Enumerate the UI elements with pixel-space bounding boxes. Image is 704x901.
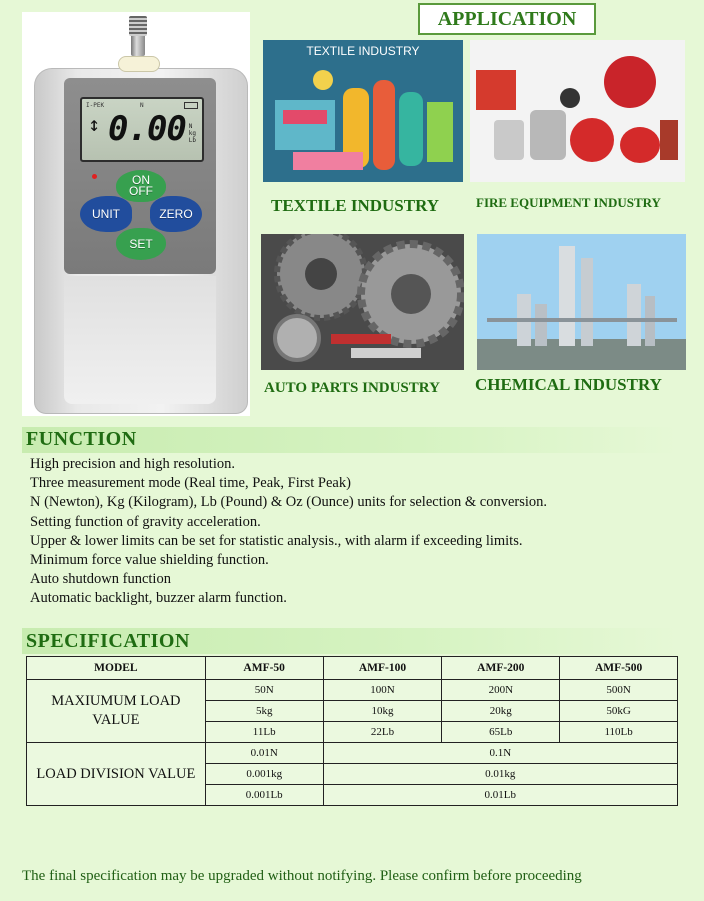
- lcd-mode-indicator: I-PEK: [86, 102, 105, 109]
- table-header-cell: AMF-100: [323, 657, 442, 680]
- on-off-button[interactable]: ON OFF: [116, 170, 166, 202]
- chemical-industry-caption: CHEMICAL INDUSTRY: [475, 375, 662, 394]
- table-cell: 10kg: [323, 701, 442, 722]
- function-item: Automatic backlight, buzzer alarm function.: [30, 590, 287, 607]
- table-cell: 22Lb: [323, 722, 442, 743]
- function-item: Setting function of gravity acceleration.: [30, 513, 261, 530]
- lcd-display: [80, 97, 204, 162]
- table-cell: 0.01kg: [323, 764, 677, 785]
- auto-parts-caption: AUTO PARTS INDUSTRY: [264, 380, 440, 396]
- unit-button[interactable]: UNIT: [80, 196, 132, 232]
- lcd-unit-lb: Lb: [188, 137, 196, 144]
- table-cell: 0.01N: [205, 743, 323, 764]
- table-row: [27, 743, 678, 764]
- fire-equipment-image: [470, 40, 685, 182]
- function-item: Three measurement mode (Real time, Peak, First Peak): [30, 475, 351, 492]
- function-item: N (Newton), Kg (Kilogram), Lb (Pound) & Oz (Ounce) units for selection & conversion.: [30, 494, 548, 511]
- auto-parts-image: [261, 234, 464, 370]
- function-item: Minimum force value shielding function.: [30, 552, 269, 569]
- up-down-arrow-icon: ↕: [88, 112, 101, 136]
- lcd-reading: 0.00: [108, 109, 186, 149]
- table-row: [27, 680, 678, 701]
- table-header-cell: AMF-500: [560, 657, 678, 680]
- function-list: [30, 455, 547, 609]
- textile-illustration: [263, 40, 463, 182]
- auto-parts-illustration: [261, 234, 464, 370]
- max-load-label: MAXIUMUM LOAD VALUE: [27, 680, 206, 743]
- application-heading: APPLICATION: [418, 3, 596, 35]
- table-cell: 65Lb: [442, 722, 560, 743]
- table-cell: 20kg: [442, 701, 560, 722]
- table-cell: 11Lb: [205, 722, 323, 743]
- textile-image-label: TEXTILE INDUSTRY: [306, 44, 420, 58]
- battery-icon: [184, 102, 198, 109]
- table-cell: 0.01Lb: [323, 785, 677, 806]
- device-lower-housing: [64, 276, 216, 404]
- table-cell: 200N: [442, 680, 560, 701]
- table-header-cell: MODEL: [27, 657, 206, 680]
- function-item: High precision and high resolution.: [30, 456, 235, 472]
- textile-industry-image: [263, 40, 463, 182]
- function-item: Auto shutdown function: [30, 571, 171, 588]
- zero-button[interactable]: ZERO: [150, 196, 202, 232]
- division-label: LOAD DIVISION VALUE: [27, 743, 206, 806]
- table-header-cell: AMF-50: [205, 657, 323, 680]
- table-header-cell: AMF-200: [442, 657, 560, 680]
- probe-collar: [118, 56, 160, 72]
- specification-heading: SPECIFICATION: [26, 630, 190, 652]
- fire-equipment-caption: FIRE EQUIPMENT INDUSTRY: [476, 195, 661, 210]
- table-cell: 50kG: [560, 701, 678, 722]
- function-item: Upper & lower limits can be set for statistic analysis., with alarm if exceeding limits.: [30, 532, 523, 549]
- textile-industry-caption: TEXTILE INDUSTRY: [271, 196, 440, 215]
- table-cell: 5kg: [205, 701, 323, 722]
- lcd-units-list: [189, 123, 196, 144]
- keypad: [80, 170, 202, 262]
- chemical-industry-image: [477, 234, 686, 370]
- lcd-unit-n: N: [188, 123, 193, 130]
- table-cell: 50N: [205, 680, 323, 701]
- fire-equipment-illustration: [470, 40, 685, 182]
- set-button[interactable]: SET: [116, 228, 166, 260]
- table-header-row: [27, 657, 678, 680]
- table-cell: 500N: [560, 680, 678, 701]
- chemical-plant-illustration: [477, 234, 686, 370]
- footer-note: The final specification may be upgraded without notifying. Please confirm before proceeding: [22, 868, 582, 884]
- table-cell: 0.1N: [323, 743, 677, 764]
- lcd-unit-indicator: N: [140, 102, 144, 109]
- lcd-unit-kg: kg: [188, 130, 196, 137]
- table-cell: 0.001Lb: [205, 785, 323, 806]
- table-cell: 110Lb: [560, 722, 678, 743]
- function-heading: FUNCTION: [26, 428, 137, 450]
- specification-table: [26, 656, 678, 806]
- table-cell: 0.001kg: [205, 764, 323, 785]
- probe-thread: [129, 16, 147, 36]
- table-cell: 100N: [323, 680, 442, 701]
